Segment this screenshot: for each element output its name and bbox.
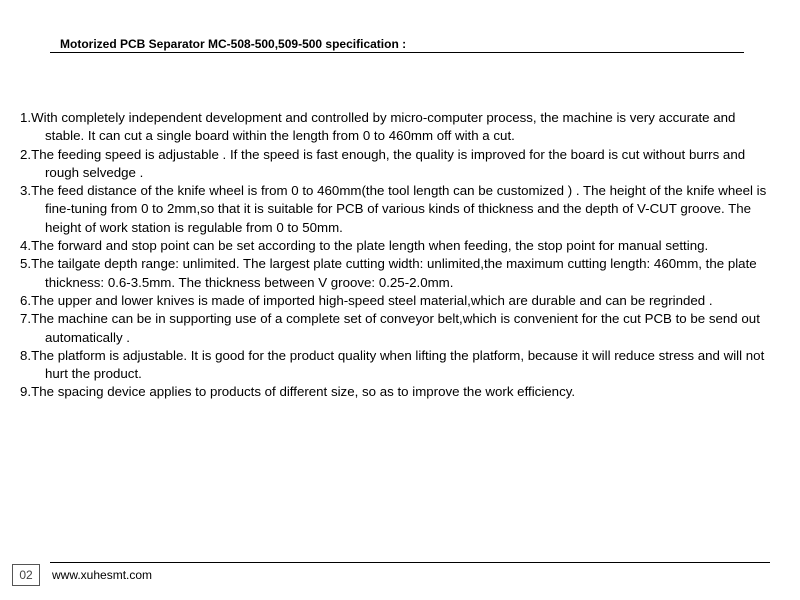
website-link[interactable]: www.xuhesmt.com	[52, 568, 153, 582]
page-title: Motorized PCB Separator MC-508-500,509-500 specification :	[60, 37, 407, 51]
spec-item-7: 7.The machine can be in supporting use of a complete set of conveyor belt,which is convenient for the cut PCB to be send out automatically .	[20, 311, 760, 345]
spec-item-3: 3.The feed distance of the knife wheel is from 0 to 460mm(the tool length can be customized ) . The height of the knife wheel is fine-tuning from 0 to 2mm,so that it is suitable for PCB of various kinds of thickness and the depth of V-CUT groove. The height of work station is regulable from 0 to 50mm.	[20, 183, 767, 235]
spec-item-4: 4.The forward and stop point can be set according to the plate length when feeding, the stop point for manual setting.	[20, 238, 709, 254]
spec-item-1: 1.With completely independent development and controlled by micro-computer process, the machine is very accurate and stable. It can cut a single board within the length from 0 to 460mm off with a cut.	[20, 110, 736, 144]
spec-item-5: 5.The tailgate depth range: unlimited. The largest plate cutting width: unlimited,the maximum cutting length: 460mm, the plate thickness: 0.6-3.5mm. The thickness between V groove: 0.25-2.0mm.	[20, 256, 757, 290]
spec-item-9: 9.The spacing device applies to products of different size, so as to improve the work efficiency.	[20, 384, 576, 400]
page-number: 02	[12, 564, 40, 586]
spec-item-6: 6.The upper and lower knives is made of imported high-speed steel material,which are durable and can be regrinded .	[20, 292, 713, 308]
page-header	[50, 36, 744, 53]
specification-list	[20, 109, 770, 402]
spec-item-2: 2.The feeding speed is adjustable . If the speed is fast enough, the quality is improved for the board is cut without burrs and rough selvedge .	[20, 146, 746, 180]
spec-item-8: 8.The platform is adjustable. It is good for the product quality when lifting the platform, because it will reduce stress and will not hurt the product.	[20, 347, 765, 382]
footer-divider	[50, 562, 770, 563]
